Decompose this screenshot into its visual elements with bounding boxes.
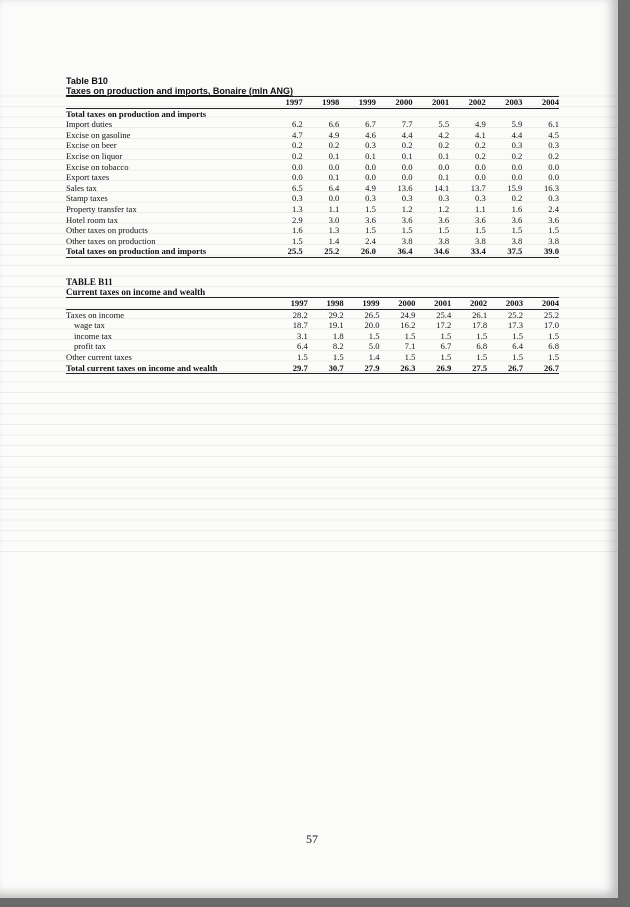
cell-value: 0.0 — [291, 161, 303, 172]
cell-value: 1.5 — [401, 225, 413, 236]
cell-value: 1.5 — [297, 351, 308, 362]
table-row — [66, 363, 559, 374]
cell-value: 0.1 — [365, 150, 376, 161]
cell-value: 0.0 — [511, 172, 523, 183]
cell-value: 25.2 — [303, 246, 340, 257]
header-row — [66, 97, 559, 109]
cell-value: 26.0 — [339, 246, 376, 257]
cell-value: 6.4 — [328, 182, 340, 193]
empty-cell — [376, 108, 413, 119]
cell-value: 17.0 — [543, 320, 559, 331]
row-label: wage tax — [74, 320, 105, 331]
year-header: 1997 — [266, 97, 303, 109]
cell-value: 28.2 — [292, 309, 308, 320]
cell-value: 3.1 — [297, 330, 308, 341]
cell-value: 26.7 — [487, 363, 523, 374]
cell-value: 1.3 — [291, 203, 303, 214]
cell-value: 4.2 — [438, 129, 450, 140]
empty-cell — [449, 108, 486, 119]
cell-value: 24.9 — [400, 309, 416, 320]
cell-value: 6.2 — [291, 119, 303, 130]
cell-value: 3.6 — [548, 214, 559, 225]
cell-value: 30.7 — [308, 363, 344, 374]
cell-value: 0.0 — [328, 161, 340, 172]
cell-value: 36.4 — [376, 246, 413, 257]
cell-value: 1.5 — [365, 225, 376, 236]
cell-value: 0.0 — [291, 172, 303, 183]
cell-value: 0.3 — [548, 193, 559, 204]
cell-value: 1.6 — [511, 203, 523, 214]
cell-value: 3.8 — [438, 235, 450, 246]
cell-value: 7.1 — [404, 341, 416, 352]
year-header: 1998 — [308, 298, 344, 310]
cell-value: 0.0 — [511, 161, 523, 172]
cell-value: 6.1 — [548, 119, 559, 130]
cell-value: 3.6 — [438, 214, 450, 225]
cell-value: 19.1 — [328, 320, 344, 331]
row-label: income tax — [74, 330, 112, 341]
cell-value: 0.0 — [365, 161, 376, 172]
cell-value: 0.2 — [438, 140, 450, 151]
cell-value: 16.2 — [400, 320, 416, 331]
cell-value: 37.5 — [486, 246, 523, 257]
table-row — [66, 204, 559, 215]
cell-value: 4.9 — [328, 129, 340, 140]
cell-value: 3.6 — [475, 214, 486, 225]
year-header: 2000 — [380, 298, 416, 310]
cell-value: 1.5 — [368, 330, 380, 341]
cell-value: 17.2 — [436, 320, 452, 331]
cell-value: 25.2 — [508, 309, 524, 320]
cell-value: 0.2 — [511, 150, 523, 161]
cell-value: 0.0 — [548, 172, 559, 183]
cell-value: 0.0 — [328, 193, 340, 204]
row-label: Stamp taxes — [66, 193, 108, 204]
table-row — [66, 320, 559, 331]
table-row — [66, 151, 559, 162]
cell-value: 26.7 — [523, 363, 559, 374]
cell-value: 0.3 — [365, 140, 376, 151]
row-label: Other current taxes — [66, 351, 132, 362]
row-label: Other taxes on products — [66, 225, 148, 236]
table-row — [66, 331, 559, 342]
table-b10-label: Table B10 — [66, 76, 108, 86]
cell-value: 4.4 — [401, 129, 413, 140]
cell-value: 6.8 — [548, 341, 559, 352]
table-row — [66, 162, 559, 173]
cell-value: 6.8 — [476, 341, 488, 352]
row-label: Excise on beer — [66, 140, 117, 151]
cell-value: 1.5 — [291, 235, 303, 246]
row-label: Total taxes on production and imports — [66, 246, 266, 257]
table-b10-title: Taxes on production and imports, Bonaire (mln ANG) — [66, 86, 294, 96]
cell-value: 26.1 — [472, 309, 488, 320]
cell-value: 5.0 — [368, 341, 380, 352]
cell-value: 1.5 — [438, 225, 450, 236]
row-label: Other taxes on production — [66, 235, 156, 246]
cell-value: 1.5 — [548, 351, 559, 362]
row-label: Hotel room tax — [66, 214, 119, 225]
cell-value: 0.0 — [401, 161, 413, 172]
cell-value: 4.4 — [511, 129, 523, 140]
cell-value: 1.1 — [475, 203, 486, 214]
cell-value: 0.3 — [291, 193, 303, 204]
table-row — [66, 215, 559, 226]
year-header: 1999 — [339, 97, 376, 109]
year-header: 2004 — [522, 97, 559, 109]
cell-value: 1.4 — [328, 235, 340, 246]
row-label: Excise on tobacco — [66, 161, 129, 172]
empty-cell — [266, 108, 303, 119]
cell-value: 0.2 — [401, 140, 413, 151]
cell-value: 1.5 — [548, 330, 559, 341]
cell-value: 17.3 — [508, 320, 524, 331]
cell-value: 0.0 — [475, 172, 486, 183]
cell-value: 0.2 — [475, 140, 486, 151]
cell-value: 3.6 — [511, 214, 523, 225]
cell-value: 1.5 — [440, 351, 452, 362]
cell-value: 1.5 — [548, 225, 559, 236]
cell-value: 26.3 — [380, 363, 416, 374]
cell-value: 13.6 — [397, 182, 413, 193]
table-row — [66, 246, 559, 257]
year-header: 1999 — [344, 298, 380, 310]
cell-value: 1.1 — [328, 203, 340, 214]
cell-value: 4.9 — [475, 119, 486, 130]
cell-value: 6.5 — [291, 182, 303, 193]
cell-value: 0.0 — [548, 161, 559, 172]
header-blank — [66, 97, 266, 109]
cell-value: 0.0 — [401, 172, 413, 183]
cell-value: 6.7 — [365, 119, 376, 130]
year-header: 2001 — [415, 298, 451, 310]
cell-value: 0.3 — [475, 193, 486, 204]
cell-value: 1.5 — [512, 351, 524, 362]
table-row — [66, 309, 559, 320]
cell-value: 7.7 — [401, 119, 413, 130]
cell-value: 3.0 — [328, 214, 340, 225]
cell-value: 3.8 — [511, 235, 523, 246]
table-b11-label: TABLE B11 — [66, 277, 113, 287]
cell-value: 0.2 — [291, 140, 303, 151]
cell-value: 1.5 — [404, 330, 416, 341]
table-row — [66, 172, 559, 183]
table-row — [66, 108, 559, 119]
cell-value: 2.4 — [365, 235, 376, 246]
table-row — [66, 352, 559, 363]
cell-value: 3.8 — [401, 235, 413, 246]
row-label: Import duties — [66, 119, 113, 130]
page-number: 57 — [306, 832, 318, 846]
cell-value: 4.6 — [365, 129, 376, 140]
cell-value: 3.8 — [475, 235, 486, 246]
cell-value: 0.3 — [401, 193, 413, 204]
cell-value: 1.5 — [404, 351, 416, 362]
cell-value: 0.3 — [511, 140, 523, 151]
cell-value: 0.1 — [328, 150, 340, 161]
empty-cell — [486, 108, 523, 119]
cell-value: 33.4 — [449, 246, 486, 257]
cell-value: 25.2 — [543, 309, 559, 320]
cell-value: 0.2 — [475, 150, 486, 161]
cell-value: 1.8 — [332, 330, 344, 341]
cell-value: 17.8 — [472, 320, 488, 331]
empty-cell — [522, 108, 559, 119]
row-label: profit tax — [74, 341, 106, 352]
table-b10 — [66, 96, 559, 258]
row-label: Excise on gasoline — [66, 129, 131, 140]
row-label: Total taxes on production and imports — [66, 108, 207, 119]
row-label: Property transfer tax — [66, 203, 137, 214]
row-label: Excise on liquor — [66, 150, 123, 161]
empty-cell — [303, 108, 340, 119]
cell-value: 27.9 — [344, 363, 380, 374]
table-row — [66, 341, 559, 352]
year-header: 2003 — [487, 298, 523, 310]
cell-value: 25.4 — [436, 309, 452, 320]
row-label: Sales tax — [66, 182, 97, 193]
cell-value: 39.0 — [522, 246, 559, 257]
header-row — [66, 298, 559, 310]
cell-value: 5.5 — [438, 119, 450, 130]
cell-value: 4.1 — [475, 129, 486, 140]
cell-value: 1.5 — [332, 351, 344, 362]
cell-value: 4.7 — [291, 129, 303, 140]
year-header: 2004 — [523, 298, 559, 310]
cell-value: 0.1 — [328, 172, 340, 183]
cell-value: 34.6 — [413, 246, 450, 257]
year-header: 1998 — [303, 97, 340, 109]
cell-value: 0.0 — [365, 172, 376, 183]
year-header: 2000 — [376, 97, 413, 109]
cell-value: 4.5 — [548, 129, 559, 140]
cell-value: 13.7 — [470, 182, 486, 193]
table-row — [66, 130, 559, 141]
cell-value: 29.7 — [272, 363, 308, 374]
cell-value: 8.2 — [332, 341, 344, 352]
cell-value: 1.3 — [328, 225, 340, 236]
row-label: Export taxes — [66, 172, 110, 183]
cell-value: 0.0 — [475, 161, 486, 172]
cell-value: 1.5 — [475, 225, 486, 236]
cell-value: 26.5 — [364, 309, 380, 320]
cell-value: 0.3 — [548, 140, 559, 151]
cell-value: 18.7 — [292, 320, 308, 331]
cell-value: 6.6 — [328, 119, 340, 130]
cell-value: 0.2 — [548, 150, 559, 161]
cell-value: 2.9 — [291, 214, 303, 225]
cell-value: 1.5 — [511, 225, 523, 236]
cell-value: 3.6 — [365, 214, 376, 225]
cell-value: 25.5 — [266, 246, 303, 257]
cell-value: 0.2 — [291, 150, 303, 161]
cell-value: 4.9 — [365, 182, 376, 193]
cell-value: 5.9 — [511, 119, 523, 130]
cell-value: 1.2 — [438, 203, 450, 214]
year-header: 1997 — [272, 298, 308, 310]
cell-value: 16.3 — [543, 182, 559, 193]
cell-value: 0.3 — [365, 193, 376, 204]
cell-value: 1.4 — [368, 351, 380, 362]
cell-value: 0.3 — [438, 193, 450, 204]
row-label: Total current taxes on income and wealth — [66, 363, 272, 374]
year-header: 2002 — [449, 97, 486, 109]
header-blank — [66, 298, 272, 310]
cell-value: 20.0 — [364, 320, 380, 331]
cell-value: 1.5 — [476, 351, 488, 362]
table-b11 — [66, 297, 559, 374]
cell-value: 1.5 — [365, 203, 376, 214]
cell-value: 0.0 — [438, 161, 450, 172]
cell-value: 6.7 — [440, 341, 452, 352]
cell-value: 1.2 — [401, 203, 413, 214]
table-row — [66, 183, 559, 194]
empty-cell — [413, 108, 450, 119]
row-label: Taxes on income — [66, 309, 125, 320]
empty-cell — [339, 108, 376, 119]
cell-value: 6.4 — [297, 341, 308, 352]
cell-value: 29.2 — [328, 309, 344, 320]
cell-value: 1.5 — [440, 330, 452, 341]
table-row — [66, 193, 559, 204]
table-row — [66, 119, 559, 130]
cell-value: 6.4 — [512, 341, 524, 352]
table-row — [66, 236, 559, 247]
cell-value: 1.6 — [291, 225, 303, 236]
cell-value: 14.1 — [434, 182, 450, 193]
cell-value: 15.9 — [507, 182, 523, 193]
cell-value: 27.5 — [451, 363, 487, 374]
table-b11-title: Current taxes on income and wealth — [66, 287, 206, 297]
cell-value: 1.5 — [512, 330, 524, 341]
year-header: 2003 — [486, 97, 523, 109]
cell-value: 3.8 — [548, 235, 559, 246]
cell-value: 2.4 — [548, 203, 559, 214]
cell-value: 0.2 — [328, 140, 340, 151]
cell-value: 0.1 — [438, 172, 450, 183]
cell-value: 0.2 — [511, 193, 523, 204]
table-row — [66, 140, 559, 151]
year-header: 2002 — [451, 298, 487, 310]
cell-value: 3.6 — [401, 214, 413, 225]
table-row — [66, 225, 559, 236]
cell-value: 1.5 — [476, 330, 488, 341]
cell-value: 26.9 — [415, 363, 451, 374]
cell-value: 0.1 — [438, 150, 450, 161]
cell-value: 0.1 — [401, 150, 413, 161]
year-header: 2001 — [413, 97, 450, 109]
